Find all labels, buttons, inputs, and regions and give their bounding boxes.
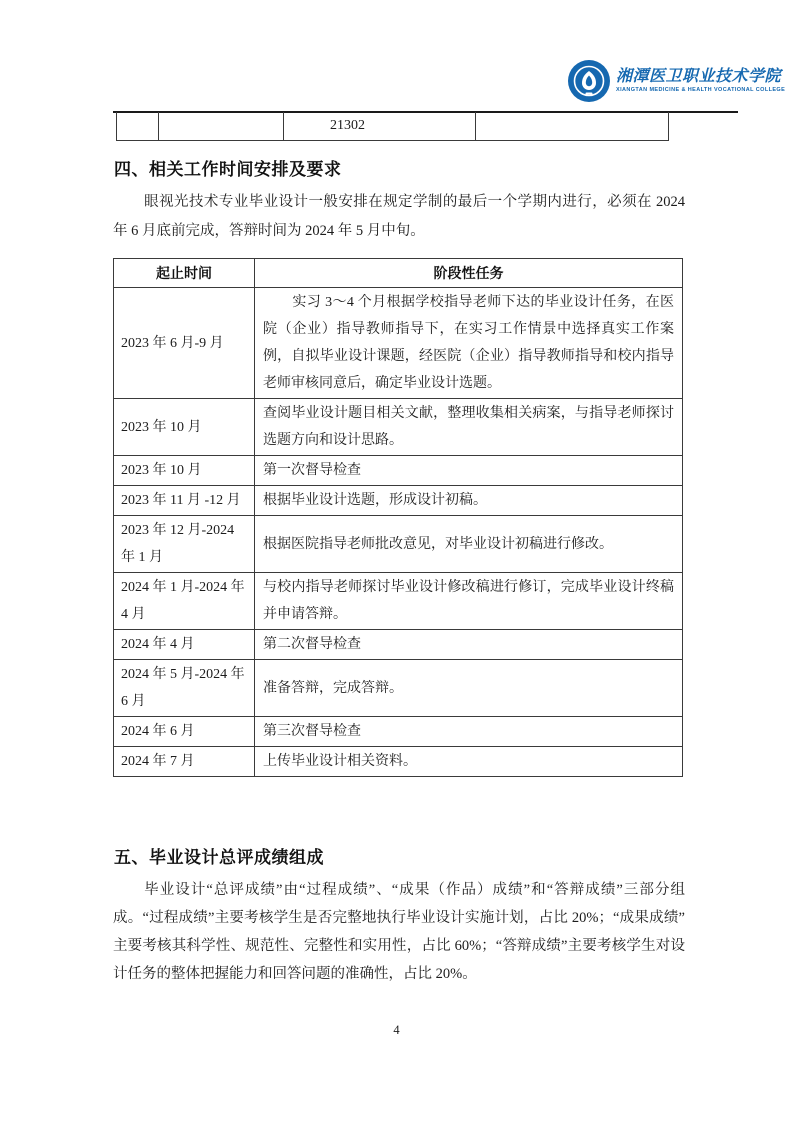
table-row (114, 630, 683, 660)
section4-paragraph: 眼视光技术专业毕业设计一般安排在规定学制的最后一个学期内进行，必须在 2024 年 6 月底前完成，答辩时间为 2024 年 5 月中旬。 (113, 194, 685, 239)
column-header-task: 阶段性任务 (255, 259, 683, 288)
task-cell: 准备答辩，完成答辩。 (255, 660, 683, 717)
table-row (114, 516, 683, 573)
task-cell: 第三次督导检查 (255, 717, 683, 747)
school-logo (568, 60, 785, 102)
page-number: 4 (393, 1023, 400, 1037)
task-cell: 上传毕业设计相关资料。 (255, 747, 683, 777)
table-row (114, 660, 683, 717)
table-row (114, 288, 683, 399)
continued-table-cell: 21302 (283, 112, 475, 140)
section4-heading: 四、相关工作时间安排及要求 (114, 160, 342, 179)
time-cell: 2023 年 10 月 (114, 399, 255, 456)
task-cell: 第二次督导检查 (255, 630, 683, 660)
school-logo-icon (568, 60, 610, 102)
table-header-row (114, 259, 683, 288)
continued-table-cell (116, 112, 158, 140)
table-row (114, 573, 683, 630)
continued-table-row (116, 112, 669, 141)
task-cell: 查阅毕业设计题目相关文献，整理收集相关病案，与指导老师探讨选题方向和设计思路。 (255, 399, 683, 456)
table-row (114, 747, 683, 777)
time-cell: 2023 年 12 月-2024 年 1 月 (114, 516, 255, 573)
continued-table-cell (475, 112, 669, 140)
table-row (114, 399, 683, 456)
schedule-table (113, 258, 683, 777)
section5-paragraph: 毕业设计“总评成绩”由“过程成绩”、“成果（作品）成绩”和“答辩成绩”三部分组成。“过程成绩”主要考核学生是否完整地执行毕业设计实施计划，占比 20%；“成果成绩” 主要考核其科学性、规范性、完整性和实用性，占比 60%；“答辩成绩”主要考核学生对设计任务的整体把握能力和回答问题的准确性，占比 20%。 (113, 882, 685, 982)
task-cell: 根据医院指导老师批改意见，对毕业设计初稿进行修改。 (255, 516, 683, 573)
time-cell: 2024 年 4 月 (114, 630, 255, 660)
time-cell: 2023 年 11 月 -12 月 (114, 486, 255, 516)
table-row (114, 486, 683, 516)
continued-table-cell (158, 112, 283, 140)
task-cell: 第一次督导检查 (255, 456, 683, 486)
section5-heading: 五、毕业设计总评成绩组成 (114, 848, 324, 867)
time-cell: 2024 年 5 月-2024 年 6 月 (114, 660, 255, 717)
time-cell: 2023 年 10 月 (114, 456, 255, 486)
school-name-cn: 湘潭医卫职业技术学院 (616, 68, 782, 85)
school-name-en: XIANGTAN MEDICINE & HEALTH VOCATIONAL COLLEGE (616, 87, 786, 93)
column-header-time: 起止时间 (114, 259, 255, 288)
time-cell: 2024 年 6 月 (114, 717, 255, 747)
task-cell: 根据毕业设计选题，形成设计初稿。 (255, 486, 683, 516)
time-cell: 2024 年 1 月-2024 年 4 月 (114, 573, 255, 630)
task-cell: 与校内指导老师探讨毕业设计修改稿进行修订，完成毕业设计终稿并申请答辩。 (255, 573, 683, 630)
time-cell: 2023 年 6 月-9 月 (114, 288, 255, 399)
table-row (114, 456, 683, 486)
table-row (114, 717, 683, 747)
task-cell: 实习 3～4 个月根据学校指导老师下达的毕业设计任务，在医院（企业）指导教师指导下，在实习工作情景中选择真实工作案例，自拟毕业设计课题，经医院（企业）指导教师指导和校内指导老师审核同意后，确定毕业设计选题。 (255, 288, 683, 399)
time-cell: 2024 年 7 月 (114, 747, 255, 777)
